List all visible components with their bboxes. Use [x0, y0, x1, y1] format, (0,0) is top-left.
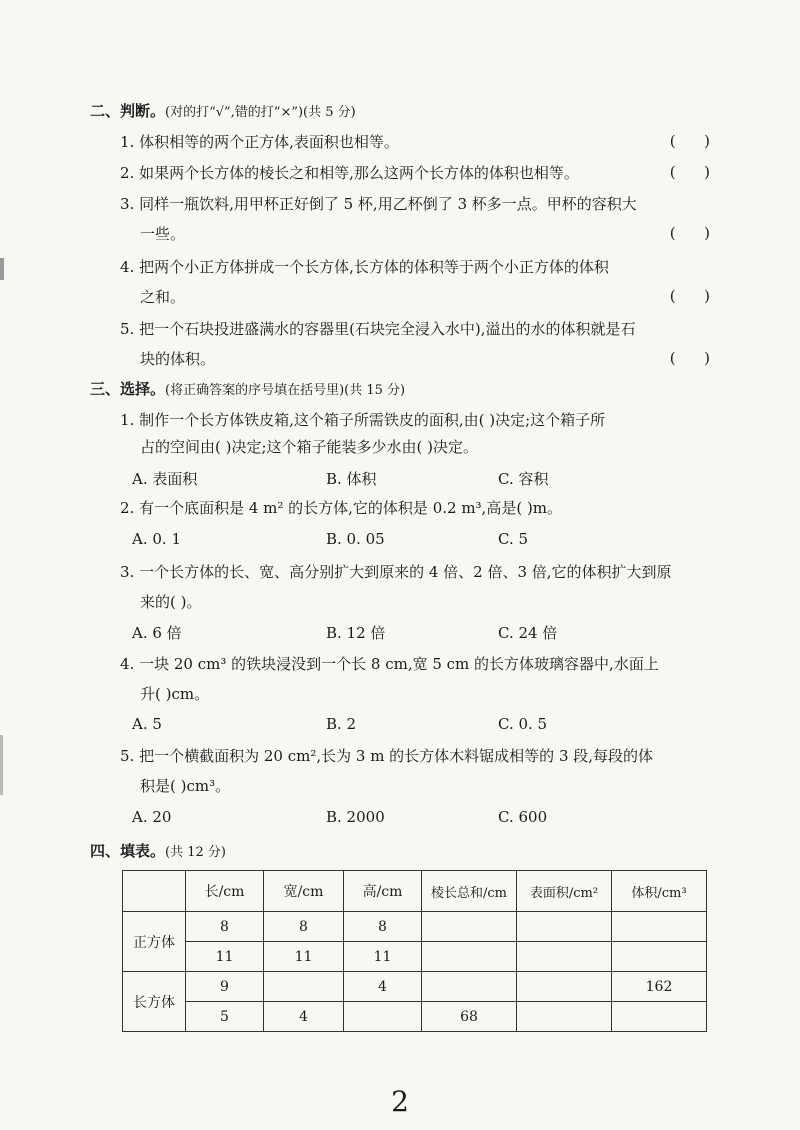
table-cell[interactable] — [517, 912, 612, 942]
section-title-table: 四、填表。(共 12 分) — [90, 842, 226, 860]
judge-item-4: 4. 把两个小正方体拼成一个长方体,长方体的体积等于两个小正方体的体积 — [120, 258, 609, 276]
table-header-cell: 高/cm — [344, 871, 422, 912]
table-cell[interactable]: 68 — [422, 1002, 517, 1032]
table-row — [123, 912, 707, 942]
table-cell[interactable]: 8 — [186, 912, 264, 942]
answer-paren[interactable]: ( ) — [669, 132, 710, 150]
choice-item-4: 4. 一块 20 cm³ 的铁块浸没到一个长 8 cm,宽 5 cm 的长方体玻璃容器中,水面上 — [120, 655, 659, 673]
choice-options-3 — [132, 622, 732, 642]
table-cell[interactable] — [517, 972, 612, 1002]
answer-paren[interactable]: ( ) — [669, 287, 710, 305]
choice-item-4-cont: 升( )cm。 — [140, 685, 210, 703]
answer-paren[interactable]: ( ) — [669, 349, 710, 367]
option-c[interactable]: C. 容积 — [498, 470, 549, 488]
row-label-cube: 正方体 — [123, 912, 186, 972]
choice-item-2: 2. 有一个底面积是 4 m² 的长方体,它的体积是 0.2 m³,高是( )m。 — [120, 499, 563, 517]
choice-options-2 — [132, 530, 732, 550]
table-header-row — [123, 871, 707, 912]
option-b[interactable]: B. 12 倍 — [326, 624, 386, 642]
option-a[interactable]: A. 6 倍 — [132, 624, 182, 642]
table-cell[interactable] — [612, 1002, 707, 1032]
choice-item-5: 5. 把一个横截面积为 20 cm²,长为 3 m 的长方体木料锯成相等的 3 段,每段的体 — [120, 747, 654, 765]
answer-paren[interactable]: ( ) — [669, 224, 710, 242]
table-header-cell: 长/cm — [186, 871, 264, 912]
table-cell[interactable] — [612, 912, 707, 942]
table-cell[interactable] — [344, 1002, 422, 1032]
option-a[interactable]: A. 20 — [132, 808, 172, 826]
option-b[interactable]: B. 体积 — [326, 470, 377, 488]
row-label-cuboid: 长方体 — [123, 972, 186, 1032]
option-a[interactable]: A. 0. 1 — [132, 530, 181, 548]
judge-item-4-cont: 之和。 — [140, 288, 186, 306]
table-header-cell: 体积/cm³ — [612, 871, 707, 912]
table-cell[interactable]: 4 — [264, 1002, 344, 1032]
table-cell[interactable]: 11 — [264, 942, 344, 972]
option-c[interactable]: C. 5 — [498, 530, 529, 548]
option-c[interactable]: C. 600 — [498, 808, 548, 826]
table-cell[interactable]: 4 — [344, 972, 422, 1002]
table-cell[interactable] — [517, 1002, 612, 1032]
choice-item-1: 1. 制作一个长方体铁皮箱,这个箱子所需铁皮的面积,由( )决定;这个箱子所 — [120, 411, 606, 429]
judge-item-3: 3. 同样一瓶饮料,用甲杯正好倒了 5 杯,用乙杯倒了 3 杯多一点。甲杯的容积大 — [120, 195, 637, 213]
option-c[interactable]: C. 24 倍 — [498, 624, 558, 642]
table-cell[interactable] — [264, 972, 344, 1002]
table-cell[interactable] — [422, 912, 517, 942]
table-cell[interactable] — [422, 942, 517, 972]
choice-item-3: 3. 一个长方体的长、宽、高分别扩大到原来的 4 倍、2 倍、3 倍,它的体积扩大到原 — [120, 563, 672, 581]
table-row — [123, 1002, 707, 1032]
choice-item-1-cont: 占的空间由( )决定;这个箱子能装多少水由( )决定。 — [140, 438, 479, 456]
choice-options-5 — [132, 808, 732, 828]
table-header-cell — [123, 871, 186, 912]
judge-item-3-cont: 一些。 — [140, 225, 186, 243]
table-row — [123, 972, 707, 1002]
choice-item-3-cont: 来的( )。 — [140, 593, 202, 611]
section-title-judge: 二、判断。(对的打“√”,错的打“×”)(共 5 分) — [90, 102, 356, 120]
option-b[interactable]: B. 2 — [326, 715, 357, 733]
table-cell[interactable] — [422, 972, 517, 1002]
margin-mark — [0, 258, 4, 280]
judge-item-1: 1. 体积相等的两个正方体,表面积也相等。 — [120, 133, 399, 151]
table-cell[interactable]: 8 — [344, 912, 422, 942]
page-number: 2 — [391, 1085, 409, 1118]
table-cell[interactable]: 9 — [186, 972, 264, 1002]
option-c[interactable]: C. 0. 5 — [498, 715, 548, 733]
table-cell[interactable]: 162 — [612, 972, 707, 1002]
option-a[interactable]: A. 5 — [132, 715, 162, 733]
table-header-cell: 宽/cm — [264, 871, 344, 912]
choice-item-5-cont: 积是( )cm³。 — [140, 777, 231, 795]
option-b[interactable]: B. 2000 — [326, 808, 385, 826]
fill-table — [122, 870, 707, 1032]
table-cell[interactable]: 11 — [186, 942, 264, 972]
choice-options-1 — [132, 468, 732, 488]
section-title-choice: 三、选择。(将正确答案的序号填在括号里)(共 15 分) — [90, 380, 406, 398]
judge-item-5-cont: 块的体积。 — [140, 350, 216, 368]
answer-paren[interactable]: ( ) — [669, 163, 710, 181]
table-header-cell: 棱长总和/cm — [422, 871, 517, 912]
table-cell[interactable] — [517, 942, 612, 972]
choice-options-4 — [132, 715, 732, 735]
table-cell[interactable] — [612, 942, 707, 972]
judge-item-2: 2. 如果两个长方体的棱长之和相等,那么这两个长方体的体积也相等。 — [120, 164, 579, 182]
table-cell[interactable]: 11 — [344, 942, 422, 972]
table-cell[interactable]: 5 — [186, 1002, 264, 1032]
margin-mark — [0, 735, 3, 795]
option-b[interactable]: B. 0. 05 — [326, 530, 385, 548]
option-a[interactable]: A. 表面积 — [132, 470, 198, 488]
judge-item-5: 5. 把一个石块投进盛满水的容器里(石块完全浸入水中),溢出的水的体积就是石 — [120, 320, 636, 338]
table-row — [123, 942, 707, 972]
table-cell[interactable]: 8 — [264, 912, 344, 942]
table-header-cell: 表面积/cm² — [517, 871, 612, 912]
